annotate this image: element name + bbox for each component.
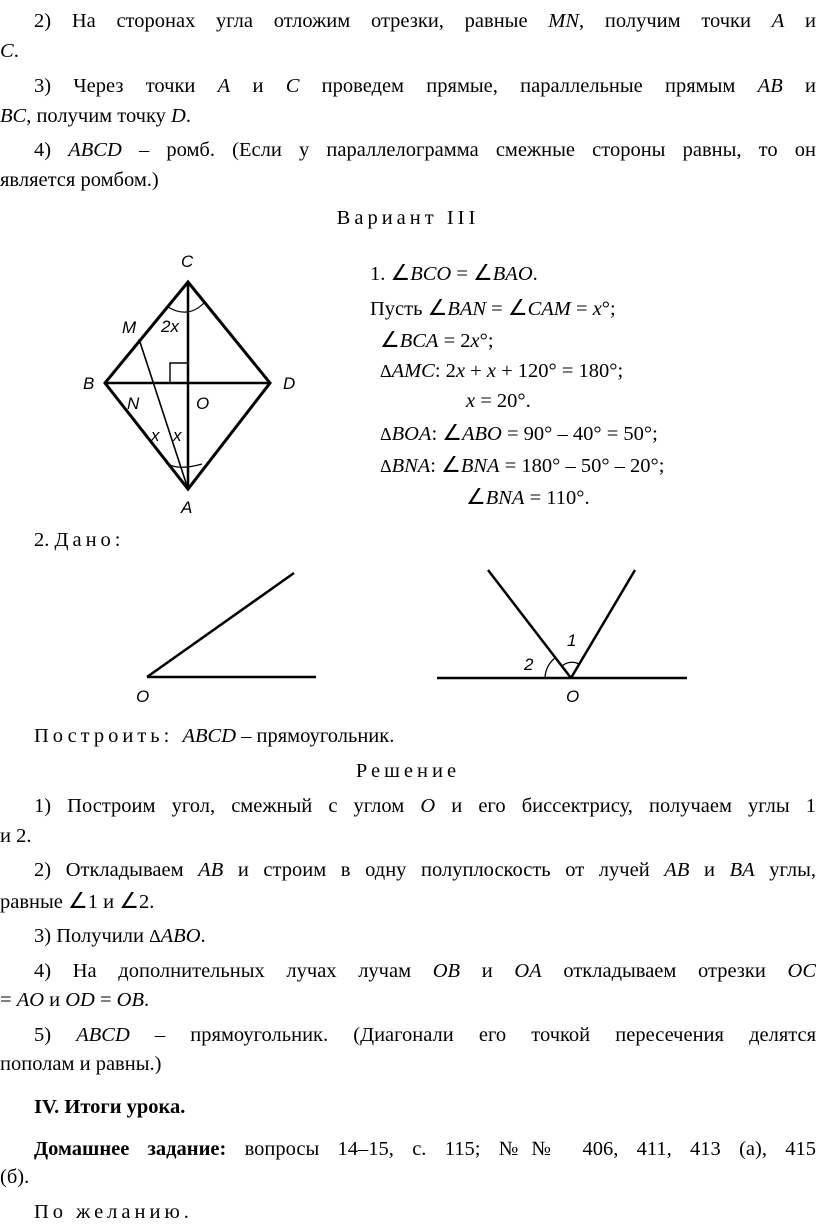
given-heading: 2. Дано: bbox=[34, 529, 125, 551]
step-1-line-1: 1) Построим угол, смежный с углом O и его биссектрису, получаем углы 1 bbox=[34, 795, 816, 817]
label-a: A bbox=[181, 498, 193, 517]
sol-line-8: ∠BNA = 110°. bbox=[466, 484, 590, 509]
label-o: O bbox=[196, 394, 210, 413]
sol-line-5: x = 20°. bbox=[466, 390, 531, 412]
angle-icon: ∠ bbox=[473, 260, 493, 285]
para-3-line-1: 3) Через точки A и C проведем прямые, параллельные прямым AB и bbox=[34, 75, 816, 97]
construct-line: Построить: ABCD – прямоугольник. bbox=[34, 725, 395, 747]
label-m: M bbox=[122, 318, 137, 337]
step-4-line-2: = AO и OD = OB. bbox=[0, 989, 150, 1011]
sol-line-2: Пусть ∠BAN = ∠CAM = x°; bbox=[370, 295, 616, 320]
label-d: D bbox=[283, 374, 296, 393]
arc-angle-1 bbox=[562, 662, 579, 666]
para-4-line-1: 4) ABCD – ромб. (Если у параллелограмма смежные стороны равны, то он bbox=[34, 139, 816, 161]
step-2-line-2: равные ∠1 и ∠2. bbox=[0, 888, 155, 913]
angle-icon: ∠ bbox=[390, 260, 411, 285]
arc-angle-2 bbox=[545, 658, 555, 678]
triangle-icon: Δ bbox=[380, 456, 392, 476]
para-2-line-2: C. bbox=[0, 40, 19, 62]
step-3: 3) Получили ΔABO. bbox=[34, 925, 206, 947]
label-n: N bbox=[127, 394, 140, 413]
label-c: C bbox=[181, 252, 194, 271]
rhombus-figure bbox=[80, 245, 320, 525]
label-angle-2: 2 bbox=[524, 655, 534, 674]
para-4-line-2: является ромбом.) bbox=[0, 169, 159, 191]
adjacent-ray-right bbox=[571, 570, 635, 678]
label-x-right: x bbox=[173, 426, 182, 445]
angle-icon: ∠ bbox=[441, 452, 461, 477]
section-iv-heading: IV. Итоги урока. bbox=[34, 1096, 186, 1118]
triangle-icon: Δ bbox=[380, 361, 392, 381]
angle-icon: ∠ bbox=[119, 888, 139, 913]
sol-line-3: ∠BCA = 2x°; bbox=[380, 327, 494, 352]
angle-icon: ∠ bbox=[380, 327, 400, 352]
line-am bbox=[139, 339, 188, 489]
arc-2x bbox=[168, 303, 204, 312]
para-2-line-1: 2) На сторонах угла отложим отрезки, равные MN, получим точки A и bbox=[34, 10, 816, 32]
angle-icon: ∠ bbox=[68, 888, 88, 913]
sol-line-1: 1. ∠BCO = ∠BAO. bbox=[370, 260, 538, 285]
step-1-line-2: и 2. bbox=[0, 825, 32, 847]
angle-figures bbox=[0, 560, 816, 710]
step-5-line-1: 5) ABCD – прямоугольник. (Диагонали его точкой пересечения делятся bbox=[34, 1024, 816, 1046]
label-x-left: x bbox=[151, 426, 160, 445]
label-b: B bbox=[83, 374, 95, 393]
angle-icon: ∠ bbox=[427, 295, 448, 320]
sol-line-7: ΔBNA: ∠BNA = 180° – 50° – 20°; bbox=[380, 452, 665, 477]
sol-line-6: ΔBOA: ∠ABO = 90° – 40° = 50°; bbox=[380, 420, 658, 445]
sol-line-4: ΔAMC: 2x + x + 120° = 180°; bbox=[380, 360, 624, 382]
label-2x: 2x bbox=[161, 317, 179, 336]
angle-icon: ∠ bbox=[442, 420, 462, 445]
solution-heading: Решение bbox=[355, 760, 461, 782]
homework-line-1: Домашнее задание: вопросы 14–15, с. 115; №№ 406, 411, 413 (а), 415 bbox=[34, 1138, 816, 1160]
step-5-line-2: пополам и равны.) bbox=[0, 1053, 162, 1075]
step-2-line-1: 2) Откладываем AB и строим в одну полуплоскость от лучей AB и BA углы, bbox=[34, 859, 816, 881]
right-angle-mark bbox=[170, 363, 188, 383]
angle-icon: ∠ bbox=[466, 484, 486, 509]
step-4-line-1: 4) На дополнительных лучах лучам OB и OA откладываем отрезки OC bbox=[34, 960, 816, 982]
angle-o-ray-oblique bbox=[147, 573, 294, 677]
label-angle-1: 1 bbox=[567, 631, 577, 650]
label-o-left: O bbox=[136, 687, 150, 706]
variant-heading: Вариант III bbox=[336, 207, 480, 229]
triangle-icon: Δ bbox=[149, 926, 161, 946]
optional-label: По желанию. bbox=[34, 1201, 193, 1223]
angle-icon: ∠ bbox=[507, 295, 528, 320]
homework-line-2: (б). bbox=[0, 1166, 30, 1188]
para-3-line-2: BC, получим точку D. bbox=[0, 105, 191, 127]
triangle-icon: Δ bbox=[380, 424, 392, 444]
label-o-right: O bbox=[566, 687, 580, 706]
